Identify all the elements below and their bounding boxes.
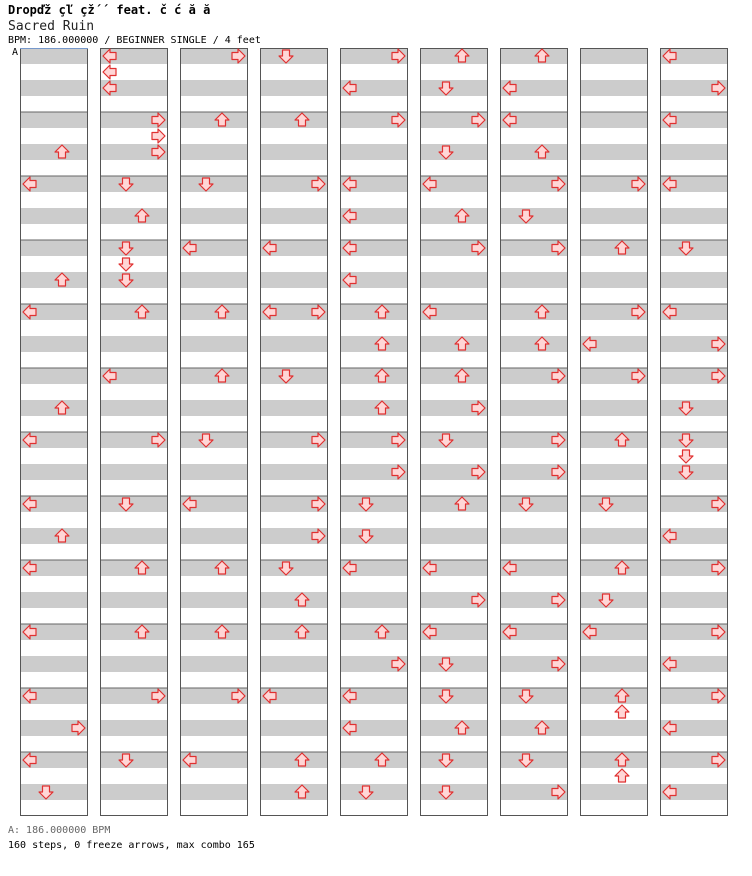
beat-band — [100, 496, 168, 512]
chart-info: BPM: 186.000000 / BEGINNER SINGLE / 4 feet — [8, 35, 261, 46]
beat-band — [580, 592, 648, 608]
beat-band — [580, 464, 648, 480]
beat-band — [260, 624, 328, 640]
beat-band — [180, 336, 248, 352]
step-arrow-up — [615, 769, 629, 782]
beat-band — [260, 784, 328, 800]
beat-band — [260, 720, 328, 736]
beat-band — [260, 464, 328, 480]
beat-band — [260, 592, 328, 608]
beat-band — [340, 368, 408, 384]
beat-band — [20, 592, 88, 608]
beat-band — [500, 528, 568, 544]
beat-band — [580, 432, 648, 448]
beat-band — [420, 656, 488, 672]
step-arrow-up — [615, 705, 629, 718]
chart-column — [420, 48, 488, 816]
step-arrow-right — [152, 129, 165, 143]
beat-band — [260, 752, 328, 768]
beat-band — [260, 144, 328, 160]
beat-band — [420, 336, 488, 352]
beat-band — [100, 528, 168, 544]
beat-band — [420, 144, 488, 160]
beat-band — [580, 112, 648, 128]
beat-band — [180, 432, 248, 448]
beat-band — [100, 592, 168, 608]
beat-band — [20, 400, 88, 416]
beat-band — [180, 656, 248, 672]
beat-band — [100, 720, 168, 736]
beat-band — [660, 272, 728, 288]
beat-band — [100, 272, 168, 288]
beat-band — [420, 80, 488, 96]
beat-band — [420, 720, 488, 736]
beat-band — [660, 240, 728, 256]
beat-band — [180, 176, 248, 192]
beat-band — [500, 304, 568, 320]
beat-band — [260, 80, 328, 96]
beat-band — [180, 560, 248, 576]
beat-band — [580, 208, 648, 224]
beat-band — [180, 144, 248, 160]
beat-band — [260, 208, 328, 224]
beat-band — [340, 400, 408, 416]
beat-band — [580, 656, 648, 672]
beat-band — [260, 272, 328, 288]
beat-band — [260, 336, 328, 352]
beat-band — [580, 144, 648, 160]
beat-band — [340, 496, 408, 512]
beat-band — [20, 272, 88, 288]
beat-band — [580, 528, 648, 544]
step-arrow-left — [103, 65, 116, 79]
beat-band — [180, 400, 248, 416]
beat-band — [20, 208, 88, 224]
beat-band — [20, 144, 88, 160]
beat-band — [420, 208, 488, 224]
beat-band — [100, 400, 168, 416]
beat-band — [100, 752, 168, 768]
beat-band — [580, 400, 648, 416]
beat-band — [580, 240, 648, 256]
beat-band — [180, 208, 248, 224]
beat-band — [500, 48, 568, 64]
beat-band — [100, 208, 168, 224]
beat-band — [420, 528, 488, 544]
beat-band — [340, 304, 408, 320]
beat-band — [260, 48, 328, 64]
beat-band — [420, 432, 488, 448]
beat-band — [260, 656, 328, 672]
beat-band — [20, 240, 88, 256]
step-arrow-down — [679, 450, 693, 463]
beat-band — [580, 720, 648, 736]
beat-band — [100, 176, 168, 192]
beat-band — [500, 144, 568, 160]
stats-footer: 160 steps, 0 freeze arrows, max combo 165 — [8, 840, 255, 851]
beat-band — [180, 112, 248, 128]
beat-band — [500, 496, 568, 512]
beat-band — [100, 464, 168, 480]
beat-band — [180, 80, 248, 96]
beat-band — [580, 688, 648, 704]
beat-band — [580, 752, 648, 768]
bpm-footer: A: 186.000000 BPM — [8, 825, 111, 836]
beat-band — [420, 48, 488, 64]
beat-band — [420, 272, 488, 288]
beat-band — [580, 272, 648, 288]
beat-band — [20, 48, 88, 64]
beat-band — [420, 496, 488, 512]
beat-band — [180, 304, 248, 320]
beat-band — [180, 464, 248, 480]
beat-band — [340, 336, 408, 352]
beat-band — [420, 688, 488, 704]
beat-band — [420, 784, 488, 800]
beat-band — [420, 752, 488, 768]
beat-band — [660, 400, 728, 416]
beat-band — [500, 688, 568, 704]
chart-column — [580, 48, 648, 816]
beat-band — [100, 336, 168, 352]
beat-band — [500, 752, 568, 768]
beat-band — [340, 784, 408, 800]
beat-band — [500, 208, 568, 224]
beat-band — [660, 144, 728, 160]
beat-band — [500, 336, 568, 352]
beat-band — [180, 624, 248, 640]
beat-band — [340, 528, 408, 544]
beat-band — [660, 432, 728, 448]
beat-band — [100, 784, 168, 800]
bpm-marker-line — [20, 48, 88, 49]
beat-band — [340, 592, 408, 608]
beat-band — [580, 784, 648, 800]
beat-band — [180, 368, 248, 384]
beat-band — [420, 368, 488, 384]
beat-band — [20, 112, 88, 128]
beat-band — [20, 656, 88, 672]
beat-band — [660, 208, 728, 224]
beat-band — [340, 752, 408, 768]
beat-band — [20, 464, 88, 480]
beat-band — [180, 784, 248, 800]
beat-band — [180, 720, 248, 736]
beat-band — [180, 592, 248, 608]
beat-band — [180, 272, 248, 288]
chart-column — [500, 48, 568, 816]
beat-band — [580, 560, 648, 576]
beat-band — [580, 496, 648, 512]
beat-band — [340, 144, 408, 160]
beat-band — [660, 464, 728, 480]
beat-band — [100, 240, 168, 256]
beat-band — [340, 624, 408, 640]
bpm-marker-label: A — [12, 47, 19, 58]
song-subtitle: Sacred Ruin — [8, 19, 95, 34]
beat-band — [100, 304, 168, 320]
beat-band — [260, 112, 328, 128]
beat-band — [580, 80, 648, 96]
beat-band — [20, 336, 88, 352]
beat-band — [20, 784, 88, 800]
beat-band — [100, 624, 168, 640]
beat-band — [20, 368, 88, 384]
beat-band — [260, 368, 328, 384]
beat-band — [500, 400, 568, 416]
beat-band — [20, 528, 88, 544]
beat-band — [260, 400, 328, 416]
beat-band — [180, 528, 248, 544]
step-arrow-down — [119, 258, 133, 271]
beat-band — [100, 656, 168, 672]
page-title: Dropďž çľ çž´´ feat. č ć ă ă — [8, 3, 211, 17]
beat-band — [580, 48, 648, 64]
beat-band — [500, 720, 568, 736]
beat-band — [100, 560, 168, 576]
beat-band — [500, 272, 568, 288]
beat-band — [20, 80, 88, 96]
beat-band — [660, 592, 728, 608]
beat-band — [260, 560, 328, 576]
